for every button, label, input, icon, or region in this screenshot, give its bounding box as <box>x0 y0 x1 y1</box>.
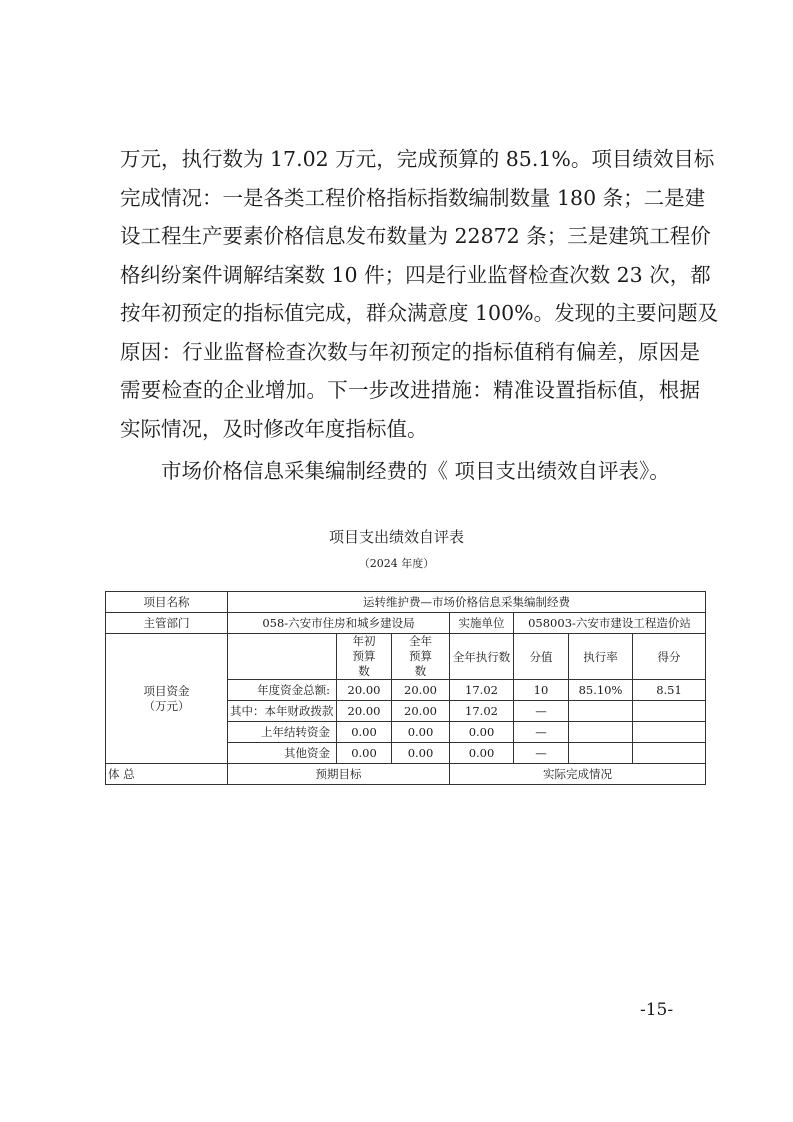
cell-score-value: — <box>514 722 569 743</box>
table-row <box>106 592 706 613</box>
cell-rate <box>569 722 633 743</box>
project-name-label: 项目名称 <box>106 592 228 613</box>
cell-full: 0.00 <box>392 722 450 743</box>
paragraph-line: 原因：行业监督检查次数与年初预定的指标值稍有偏差，原因是 <box>120 339 700 364</box>
row-label: 上年结转资金 <box>228 722 337 743</box>
actual-label: 实际完成情况 <box>450 764 706 785</box>
cell-full: 0.00 <box>392 743 450 764</box>
dept-label: 主管部门 <box>106 613 228 634</box>
overall-label: 体 总 <box>106 764 228 785</box>
cell-rate <box>569 701 633 722</box>
cell-full: 20.00 <box>392 701 450 722</box>
page-number: -15- <box>640 1000 674 1020</box>
cell-score-value: 10 <box>514 680 569 701</box>
unit-label: 实施单位 <box>450 613 514 634</box>
cell-full: 20.00 <box>392 680 450 701</box>
paragraph-line: 设工程生产要素价格信息发布数量为 22872 条；三是建筑工程价 <box>120 224 711 248</box>
row-label: 年度资金总额: <box>228 680 337 701</box>
expected-label: 预期目标 <box>228 764 450 785</box>
paragraph-line: 按年初预定的指标值完成，群众满意度 100%。发现的主要问题及 <box>120 301 719 325</box>
cell-score <box>633 743 706 764</box>
table-year: （2024 年度） <box>358 557 435 570</box>
paragraph-line: 格纠纷案件调解结案数 10 件；四是行业监督检查次数 23 次，都 <box>120 262 711 287</box>
cell-initial: 0.00 <box>337 743 392 764</box>
performance-table <box>105 591 706 785</box>
cell-initial: 20.00 <box>337 701 392 722</box>
table-row <box>106 634 706 680</box>
cell-score <box>633 722 706 743</box>
table-caption: 市场价格信息采集编制经费的《 项目支出绩效自评表》。 <box>161 459 670 483</box>
funds-label: 项目资金（万元） <box>106 634 228 764</box>
cell-rate: 85.10% <box>569 680 633 701</box>
cell-score-value: — <box>514 743 569 764</box>
cell-executed: 17.02 <box>450 701 514 722</box>
header-rate: 执行率 <box>569 634 633 680</box>
table-row <box>106 764 706 785</box>
cell-executed: 0.00 <box>450 743 514 764</box>
body-paragraph <box>120 140 719 448</box>
cell-score-value: — <box>514 701 569 722</box>
dept-value: 058-六安市住房和城乡建设局 <box>228 613 450 634</box>
cell-executed: 17.02 <box>450 680 514 701</box>
header-executed: 全年执行数 <box>450 634 514 680</box>
row-label: 其中：本年财政拨款 <box>228 701 337 722</box>
header-full: 全年预算数 <box>392 634 450 680</box>
row-label: 其他资金 <box>228 743 337 764</box>
cell-rate <box>569 743 633 764</box>
paragraph-line: 万元，执行数为 17.02 万元，完成预算的 85.1%。项目绩效目标 <box>120 147 715 171</box>
cell-score: 8.51 <box>633 680 706 701</box>
header-initial: 年初预算数 <box>337 634 392 680</box>
paragraph-line: 需要检查的企业增加。下一步改进措施：精准设置指标值，根据 <box>120 378 700 402</box>
unit-value: 058003-六安市建设工程造价站 <box>514 613 706 634</box>
cell-initial: 0.00 <box>337 722 392 743</box>
paragraph-line: 完成情况：一是各类工程价格指标指数编制数量 180 条；二是建 <box>120 185 706 210</box>
cell-initial: 20.00 <box>337 680 392 701</box>
table-row <box>106 613 706 634</box>
paragraph-line: 实际情况，及时修改年度指标值。 <box>120 416 428 441</box>
project-name-value: 运转维护费—市场价格信息采集编制经费 <box>228 592 706 613</box>
table-title: 项目支出绩效自评表 <box>328 528 464 546</box>
header-blank <box>228 634 337 680</box>
header-score: 得分 <box>633 634 706 680</box>
cell-score <box>633 701 706 722</box>
cell-executed: 0.00 <box>450 722 514 743</box>
header-score-value: 分值 <box>514 634 569 680</box>
